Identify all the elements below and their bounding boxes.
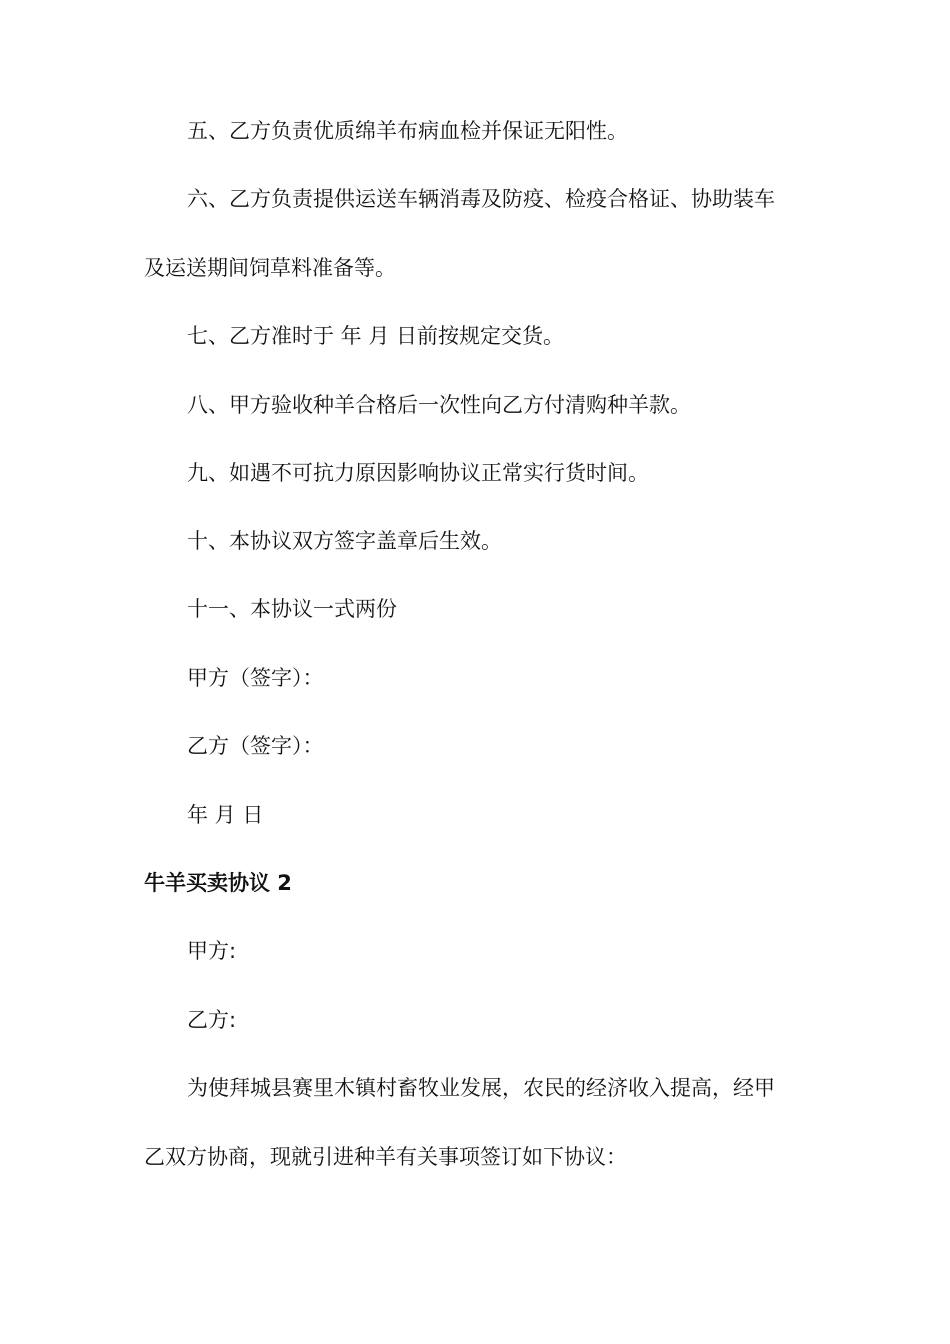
- party-b-label: 乙方:: [187, 1008, 237, 1032]
- section-heading: 牛羊买卖协议 2: [144, 871, 292, 895]
- clause-5: 五、乙方负责优质绵羊布病血检并保证无阳性。: [187, 119, 628, 143]
- intro-line-2: 乙双方协商，现就引进种羊有关事项签订如下协议：: [144, 1145, 627, 1169]
- clause-11: 十一、本协议一式两份: [187, 597, 397, 621]
- clause-8: 八、甲方验收种羊合格后一次性向乙方付清购种羊款。: [187, 393, 691, 417]
- clause-10: 十、本协议双方签字盖章后生效。: [187, 529, 502, 553]
- clause-9: 九、如遇不可抗力原因影响协议正常实行货时间。: [187, 461, 649, 485]
- party-a-label: 甲方:: [187, 939, 237, 963]
- clause-6-line-2: 及运送期间饲草料准备等。: [144, 256, 396, 280]
- clause-6-line-1: 六、乙方负责提供运送车辆消毒及防疫、检疫合格证、协助装车: [187, 187, 775, 211]
- intro-line-1: 为使拜城县赛里木镇村畜牧业发展，农民的经济收入提高，经甲: [187, 1076, 775, 1100]
- clause-7: 七、乙方准时于 年 月 日前按规定交货。: [187, 324, 565, 348]
- party-b-signature: 乙方（签字）：: [187, 734, 324, 758]
- signature-date: 年 月 日: [187, 803, 264, 827]
- party-a-signature: 甲方（签字）：: [187, 666, 324, 690]
